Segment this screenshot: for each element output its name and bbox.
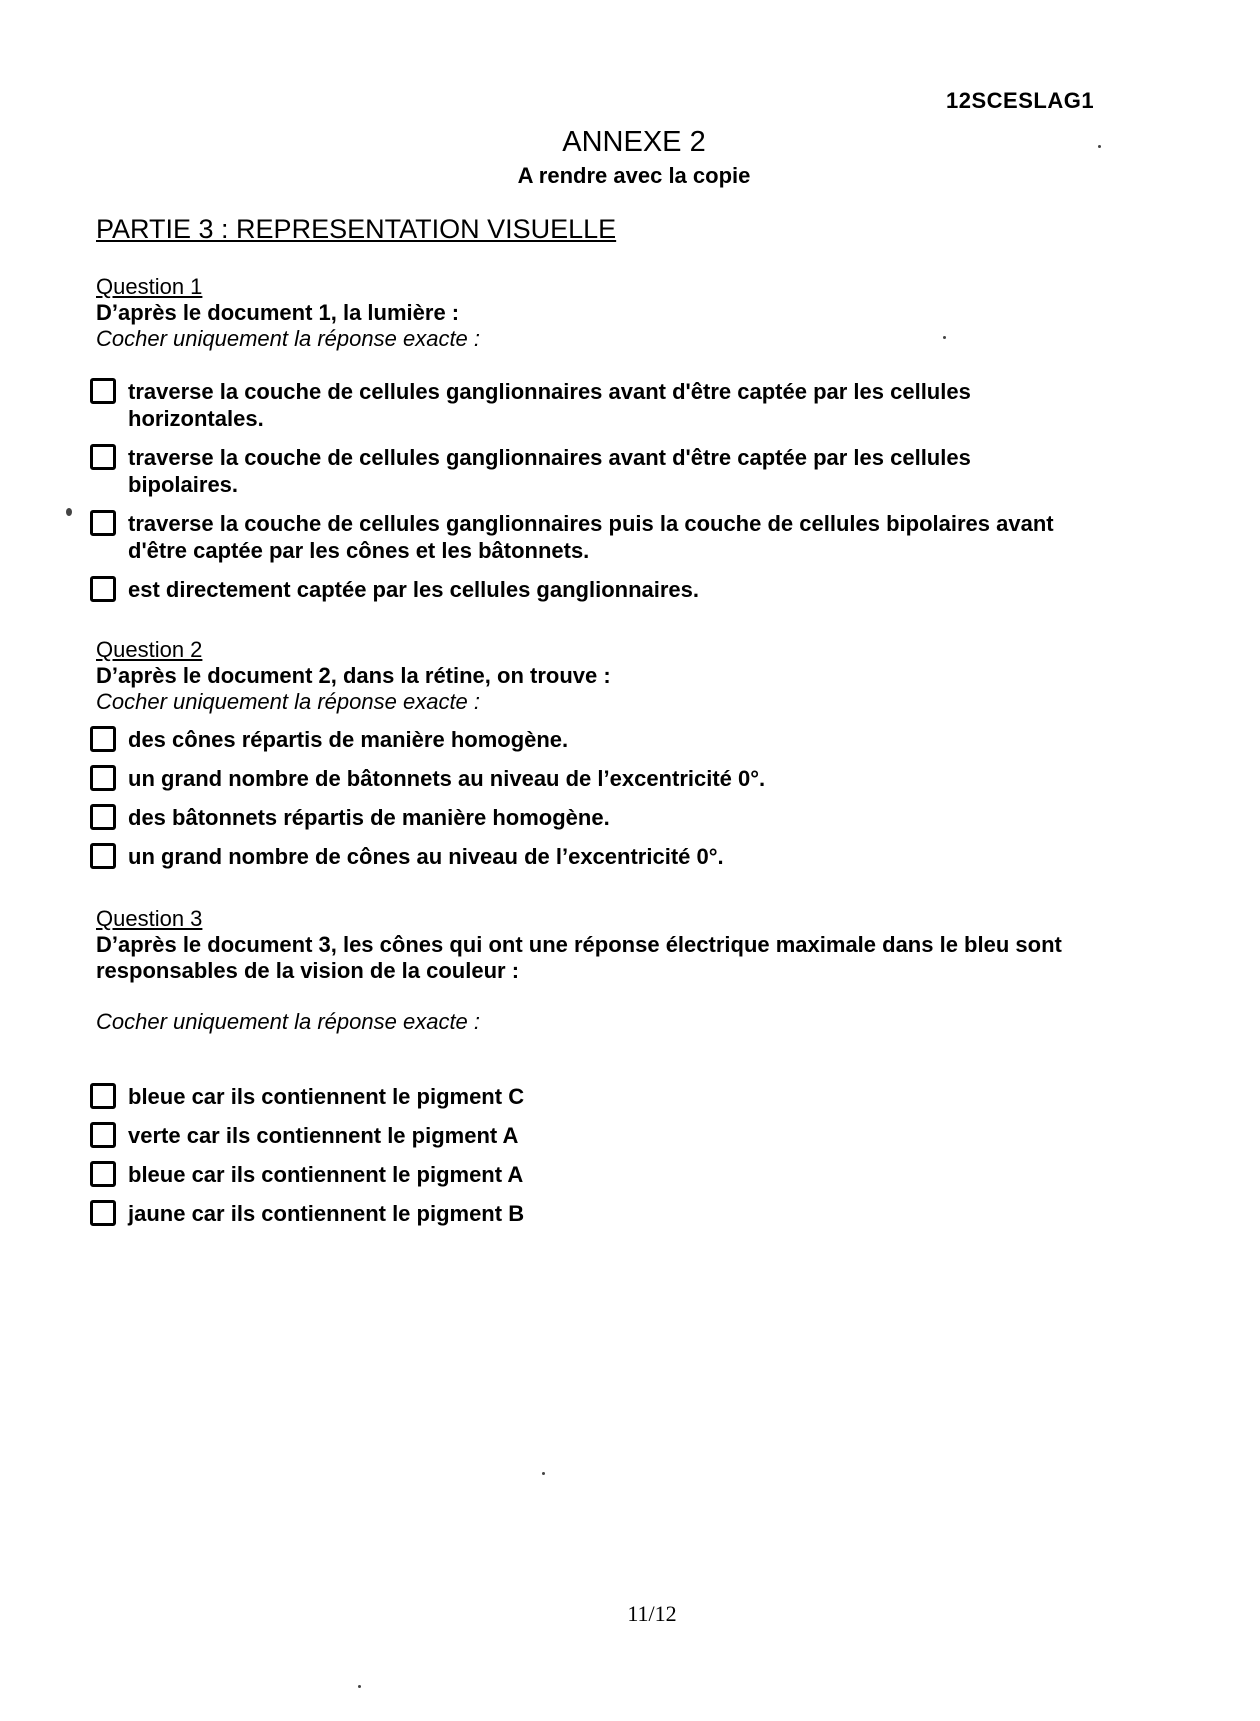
annexe-header (0, 126, 1260, 189)
answer-option[interactable] (90, 378, 1080, 432)
answer-text: traverse la couche de cellules ganglionnaires puis la couche de cellules bipolaires avant d'être captée par les cônes et les bâtonnets. (128, 511, 1054, 563)
answer-option[interactable] (90, 576, 1080, 603)
answer-option[interactable] (90, 1122, 1080, 1149)
checkbox[interactable] (90, 576, 116, 602)
answer-option[interactable] (90, 1161, 1080, 1188)
checkbox[interactable] (90, 765, 116, 791)
question-2 (96, 637, 611, 715)
answer-option[interactable] (90, 1200, 1080, 1227)
answer-text: traverse la couche de cellules ganglionnaires avant d'être captée par les cellules bipolaires. (128, 445, 971, 497)
checkbox[interactable] (90, 1161, 116, 1187)
answer-text: bleue car ils contiennent le pigment A (128, 1162, 524, 1187)
scan-speck (1098, 145, 1101, 148)
question-prompt: D’après le document 3, les cônes qui ont une réponse électrique maximale dans le bleu sont responsables de la vision de la couleur : (96, 932, 1062, 983)
checkbox[interactable] (90, 726, 116, 752)
question-prompt: D’après le document 1, la lumière : (96, 300, 460, 325)
question-label: Question 3 (96, 906, 203, 931)
answer-text: est directement captée par les cellules ganglionnaires. (128, 577, 700, 602)
checkbox[interactable] (90, 1083, 116, 1109)
question-1 (96, 274, 480, 352)
document-code: 12SCESLAG1 (946, 88, 1095, 113)
annexe-title: ANNEXE 2 (562, 126, 706, 158)
part-title: PARTIE 3 : REPRESENTATION VISUELLE (96, 214, 617, 244)
answer-text: un grand nombre de cônes au niveau de l’excentricité 0°. (128, 844, 724, 869)
answer-option[interactable] (90, 804, 1080, 831)
question-3 (96, 906, 1126, 1035)
question-instruction: Cocher uniquement la réponse exacte : (96, 326, 481, 351)
scan-speck (358, 1685, 361, 1688)
checkbox[interactable] (90, 843, 116, 869)
checkbox[interactable] (90, 510, 116, 536)
answer-text: des bâtonnets répartis de manière homogène. (128, 805, 610, 830)
checkbox[interactable] (90, 1200, 116, 1226)
answer-text: jaune car ils contiennent le pigment B (128, 1201, 525, 1226)
page-number: 11/12 (627, 1601, 677, 1626)
question-label: Question 2 (96, 637, 203, 662)
checkbox[interactable] (90, 444, 116, 470)
answer-text: des cônes répartis de manière homogène. (128, 727, 569, 752)
question-3-options (90, 1083, 1080, 1227)
answer-option[interactable] (90, 444, 1080, 498)
scan-speck (943, 336, 946, 339)
annexe-subtitle: A rendre avec la copie (517, 163, 751, 188)
question-prompt: D’après le document 2, dans la rétine, on trouve : (96, 663, 611, 688)
answer-option[interactable] (90, 843, 1080, 870)
answer-text: traverse la couche de cellules ganglionnaires avant d'être captée par les cellules horizontales. (128, 379, 971, 431)
answer-option[interactable] (90, 765, 1080, 792)
question-instruction: Cocher uniquement la réponse exacte : (96, 1009, 481, 1034)
checkbox[interactable] (90, 378, 116, 404)
question-instruction: Cocher uniquement la réponse exacte : (96, 689, 481, 714)
scan-speck (542, 1472, 545, 1475)
question-2-options (90, 726, 1080, 870)
checkbox[interactable] (90, 1122, 116, 1148)
answer-text: bleue car ils contiennent le pigment C (128, 1084, 525, 1109)
checkbox[interactable] (90, 804, 116, 830)
answer-text: un grand nombre de bâtonnets au niveau de l’excentricité 0°. (128, 766, 766, 791)
answer-text: verte car ils contiennent le pigment A (128, 1123, 519, 1148)
answer-option[interactable] (90, 510, 1080, 564)
question-label: Question 1 (96, 274, 203, 299)
scan-speck (66, 508, 72, 516)
answer-option[interactable] (90, 1083, 1080, 1110)
answer-option[interactable] (90, 726, 1080, 753)
question-1-options (90, 378, 1080, 603)
